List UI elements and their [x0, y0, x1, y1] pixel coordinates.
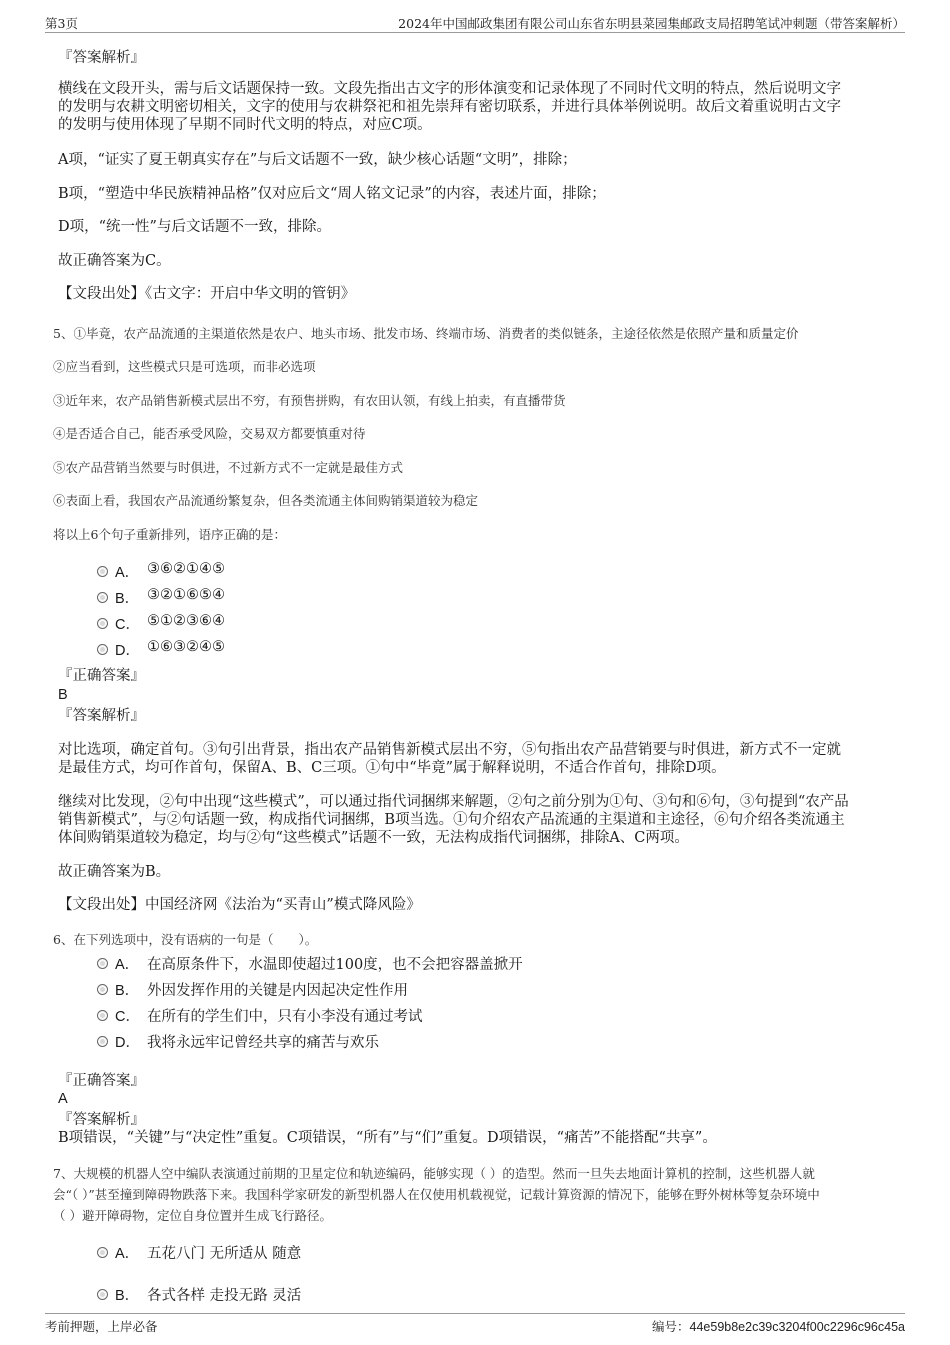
q4-source: 【文段出处】《古文字：开启中华文明的管钥》: [58, 286, 356, 302]
radio-icon[interactable]: [97, 618, 108, 629]
document-id-value: 44e59b8e2c39c3204f00c2296c96c45a: [689, 1320, 905, 1334]
q6-answer: A: [58, 1091, 68, 1107]
q5-answer: B: [58, 687, 68, 703]
q4-d-note: D项，“统一性”与后文话题不一致，排除。: [58, 219, 331, 235]
q4-analysis-label: 『答案解析』: [58, 50, 145, 66]
q4-conclusion: 故正确答案为C。: [58, 253, 171, 269]
q7-stem-line-1: 7、大规模的机器人空中编队表演通过前期的卫星定位和轨迹编码，能够实现（ ）的造型。然而一旦失去地面计算机的控制，这些机器人就: [53, 1166, 815, 1181]
q5-analysis-p1-line-1: 对比选项，确定首句。③句引出背景，指出农产品销售新模式层出不穷，⑤句指出农产品营销要与时俱进，新方式不一定就: [58, 742, 841, 758]
radio-icon[interactable]: [97, 984, 108, 995]
q5-sentence-3: ③近年来，农产品销售新模式层出不穷，有预售拼购，有农田认领，有线上拍卖，有直播带货: [53, 393, 566, 408]
q4-b-note: B项，“塑造中华民族精神品格”仅对应后文“周人铭文记录”的内容，表述片面，排除；: [58, 186, 606, 202]
q5-analysis-p2-line-2: 销售新模式”，与②句话题一致，构成指代词捆绑，B项当选。①句介绍农产品流通的主渠道和主途径，⑥句介绍各类流通主: [58, 812, 845, 828]
radio-icon[interactable]: [97, 592, 108, 603]
q5-analysis-p1-line-2: 是最佳方式，均可作首句，保留A、B、C三项。①句中“毕竟”属于解释说明，不适合作首句，排除D项。: [58, 760, 726, 776]
footer-slogan: 考前押题，上岸必备: [45, 1319, 158, 1334]
q5-sentence-2: ②应当看到，这些模式只是可选项，而非必选项: [53, 359, 316, 374]
q5-analysis-label: 『答案解析』: [58, 708, 145, 724]
q5-analysis-p2-line-3: 体间购销渠道较为稳定，均与②句“这些模式”话题不一致，无法构成指代词捆绑，排除A、C两项。: [58, 830, 689, 846]
q6-analysis-label: 『答案解析』: [58, 1112, 145, 1128]
radio-icon[interactable]: [97, 1036, 108, 1047]
page-number: 第3页: [45, 16, 78, 31]
page-header: [45, 12, 905, 33]
q5-prompt: 将以上6个句子重新排列，语序正确的是：: [53, 527, 286, 542]
radio-icon[interactable]: [97, 1247, 108, 1258]
q5-sentence-1: 5、①毕竟，农产品流通的主渠道依然是农户、地头市场、批发市场、终端市场、消费者的类似链条，主途径依然是依照产量和质量定价: [53, 326, 799, 341]
q5-sentence-6: ⑥表面上看，我国农产品流通纷繁复杂，但各类流通主体间购销渠道较为稳定: [53, 493, 479, 508]
q5-answer-label: 『正确答案』: [58, 668, 145, 684]
q6-answer-label: 『正确答案』: [58, 1073, 145, 1089]
q5-sentence-5: ⑤农产品营销当然要与时俱进，不过新方式不一定就是最佳方式: [53, 460, 404, 475]
radio-icon[interactable]: [97, 566, 108, 577]
radio-icon[interactable]: [97, 958, 108, 969]
q5-conclusion: 故正确答案为B。: [58, 864, 171, 880]
q5-source: 【文段出处】中国经济网《法治为“买青山”模式降风险》: [58, 897, 421, 913]
radio-icon[interactable]: [97, 1010, 108, 1021]
q5-sentence-4: ④是否适合自己，能否承受风险，交易双方都要慎重对待: [53, 426, 366, 441]
q4-analysis-line-2: 的发明与农耕文明密切相关，文字的使用与农耕祭祀和祖先崇拜有密切联系，并进行具体举例说明。故后文着重说明古文字: [58, 99, 841, 115]
q4-analysis-line-1: 横线在文段开头，需与后文话题保持一致。文段先指出古文字的形体演变和记录体现了不同时代文明的特点，然后说明文字: [58, 81, 841, 97]
q7-stem-line-3: （ ）避开障碍物，定位自身位置并生成飞行路径。: [53, 1208, 332, 1223]
document-id: [652, 1317, 905, 1335]
page-footer: [45, 1313, 905, 1334]
radio-icon[interactable]: [97, 644, 108, 655]
q5-analysis-p2-line-1: 继续对比发现，②句中出现“这些模式”，可以通过指代词捆绑来解题，②句之前分别为①句、③句和⑥句，③句提到“农产品: [58, 794, 849, 810]
radio-icon[interactable]: [97, 1289, 108, 1300]
q7-stem-line-2: 会“（ ）”甚至撞到障碍物跌落下来。我国科学家研发的新型机器人在仅使用机载视觉，记载计算资源的情况下，能够在野外树林等复杂环境中: [53, 1187, 820, 1202]
q4-analysis-line-3: 的发明与使用体现了早期不同时代文明的特点，对应C项。: [58, 117, 432, 133]
document-id-label: 编号：: [652, 1319, 690, 1334]
q4-a-note: A项，“证实了夏王朝真实存在”与后文话题不一致，缺少核心话题“文明”，排除；: [58, 152, 577, 168]
document-title: 2024年中国邮政集团有限公司山东省东明县菜园集邮政支局招聘笔试冲刺题（带答案解析）: [398, 16, 905, 31]
q6-stem: 6、在下列选项中，没有语病的一句是（ ）。: [53, 932, 318, 947]
q6-analysis: B项错误，“关键”与“决定性”重复。C项错误，“所有”与“们”重复。D项错误，“痛苦”不能搭配“共享”。: [58, 1130, 717, 1146]
